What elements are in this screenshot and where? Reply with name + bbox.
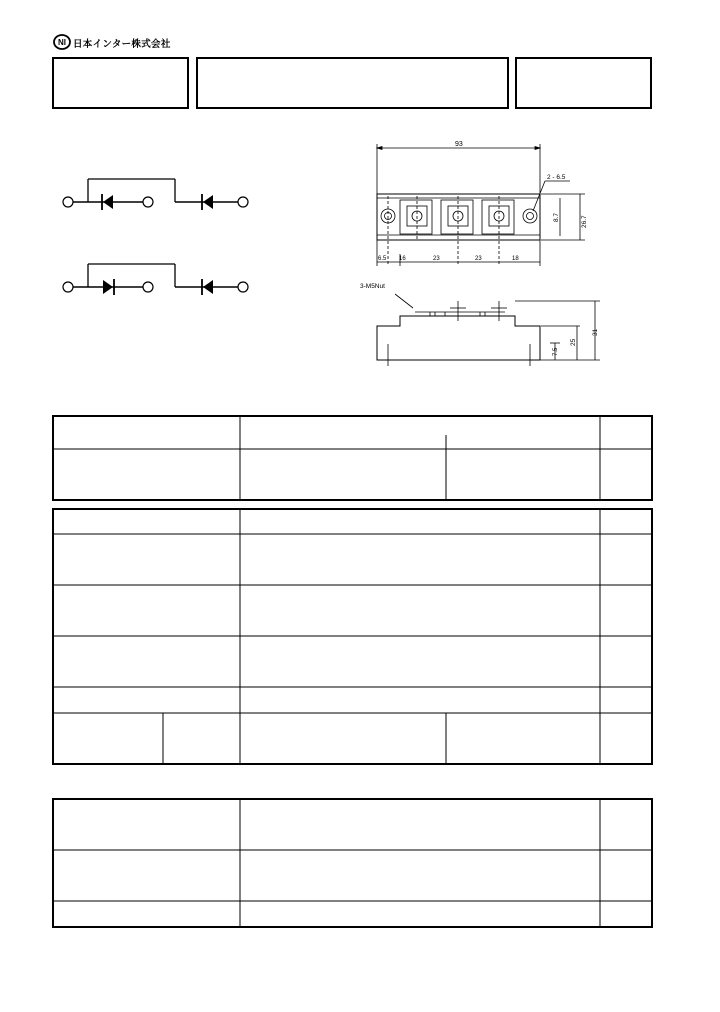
dim-height-outer: 26.7 xyxy=(581,215,588,228)
dim-bottom-1: 6.5 xyxy=(378,256,387,262)
characteristics-table xyxy=(52,798,653,928)
side-view xyxy=(377,294,600,366)
logo-mark-text: NI xyxy=(58,38,66,48)
diode-1a-icon xyxy=(103,195,113,209)
diode-2b-icon xyxy=(203,280,213,294)
terminal-2-left xyxy=(63,282,73,292)
circuit-diagram-2 xyxy=(63,264,248,295)
terminal-1-mid xyxy=(143,197,153,207)
diode-1b-icon xyxy=(203,195,213,209)
circuit-diagrams xyxy=(55,168,265,303)
ratings-table-2 xyxy=(52,508,653,765)
ratings-table-1 xyxy=(52,415,653,501)
dim-bottom-3: 23 xyxy=(433,256,440,262)
title-box-right xyxy=(515,57,652,109)
dim-side-base: 7.5 xyxy=(553,347,559,356)
company-name: 日本インター株式会社 xyxy=(73,39,171,50)
title-box-center xyxy=(196,57,509,109)
diode-2a-icon xyxy=(103,280,113,294)
dim-bottom-2: 16 xyxy=(399,256,406,262)
dim-hole: 2 - 6.5 xyxy=(547,174,566,181)
terminal-1-left xyxy=(63,197,73,207)
terminal-1-right xyxy=(238,197,248,207)
dim-height-inner: 8.7 xyxy=(553,212,560,222)
circuit-diagram-1 xyxy=(63,179,248,210)
top-view xyxy=(377,144,585,266)
terminal-2-right xyxy=(238,282,248,292)
dim-total-width: 93 xyxy=(455,141,463,148)
terminal-2-mid xyxy=(143,282,153,292)
dim-bottom-4: 23 xyxy=(475,256,482,262)
company-logo xyxy=(53,34,173,50)
logo-mark-icon xyxy=(53,34,71,50)
title-box-left xyxy=(52,57,189,109)
nut-label: 3-M5Nut xyxy=(360,283,385,290)
dim-bottom-5: 18 xyxy=(512,256,519,262)
dim-side-body: 25 xyxy=(570,338,577,346)
outline-drawing xyxy=(355,136,610,371)
dim-side-total: 31 xyxy=(592,328,599,336)
